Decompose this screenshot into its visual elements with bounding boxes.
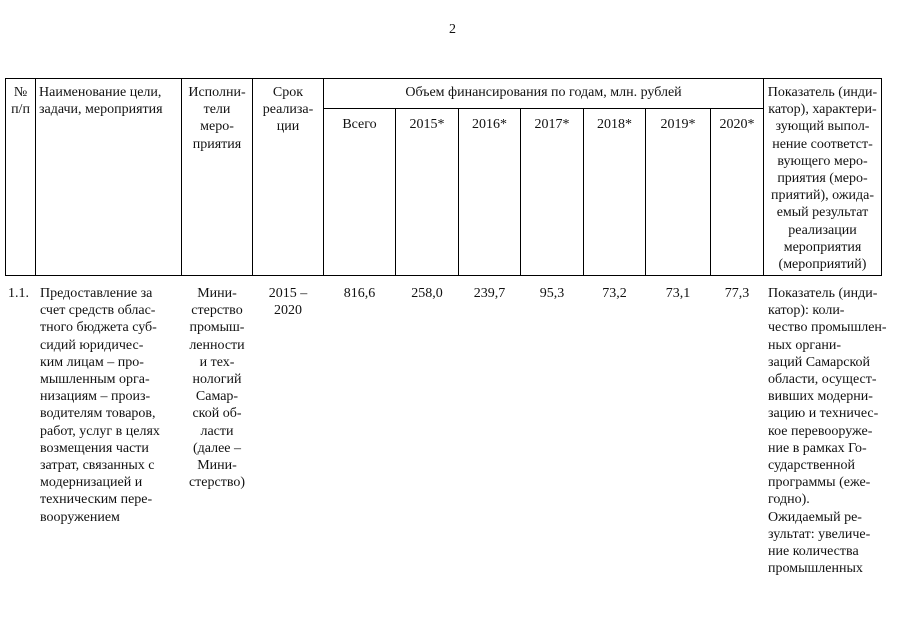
row-value-2020: 77,3 xyxy=(724,286,750,301)
row-value-2017: 95,3 xyxy=(539,286,565,301)
header-col-2019: 2019* xyxy=(660,117,696,132)
funding-subheader-border xyxy=(323,108,763,109)
row-indicator: Показатель (инди- катор): коли- чество промышлен- ных органи- заций Самарской области, осущест- вивших модерни- зацию и техничес- кое перевооруже- ние в рамках Го- сударственной программы (еже- годно). Ожидаемый ре- зультат: увеличе- ние количества промышленных xyxy=(768,286,887,577)
header-executors: Исполни- тели меро- приятия xyxy=(188,85,246,152)
row-executors: Мини- стерство промыш- ленности и тех- нологий Самар- ской об- ласти (далее – Мини- стерство) xyxy=(188,286,246,491)
header-num: № п/п xyxy=(11,85,30,118)
header-col-2016: 2016* xyxy=(472,117,507,132)
header-col-2017: 2017* xyxy=(534,117,570,132)
col-border-4 xyxy=(323,78,324,276)
row-name: Предоставление за счет средств облас- тного бюджета суб- сидий юридичес- ким лицам – про- мышленным орга- низациям – произ- водителям товаров, работ, услуг в целях возмещения части затрат, связанных с модернизацией и техническим пере- вооружением xyxy=(40,286,160,525)
header-col-2015: 2015* xyxy=(409,117,445,132)
row-num: 1.1. xyxy=(8,286,29,301)
row-term: 2015 – 2020 xyxy=(268,286,308,319)
row-value-2019: 73,1 xyxy=(665,286,691,301)
col-border-1 xyxy=(35,78,36,276)
row-value-2018: 73,2 xyxy=(602,286,627,301)
header-col-total: Всего xyxy=(342,117,377,132)
header-indicator: Показатель (инди- катор), характери- зующий выпол- нение соответст- вующего меро- приятия (меро- приятий), ожида- емый результат реализации мероприятия (мероприятий) xyxy=(767,85,878,273)
header-term: Срок реализа- ции xyxy=(262,85,314,135)
col-border-12 xyxy=(881,78,882,276)
page-number: 2 xyxy=(449,22,456,37)
table-top-border xyxy=(5,78,882,79)
row-value-total: 816,6 xyxy=(343,286,376,301)
row-value-2016: 239,7 xyxy=(473,286,506,301)
header-col-2020: 2020* xyxy=(719,117,755,132)
header-funding-title: Объем финансирования по годам, млн. рублей xyxy=(405,85,682,100)
header-name: Наименование цели, задачи, мероприятия xyxy=(39,85,163,118)
header-col-2018: 2018* xyxy=(597,117,632,132)
row-value-2015: 258,0 xyxy=(411,286,443,301)
table-header-bottom-border xyxy=(5,275,882,276)
